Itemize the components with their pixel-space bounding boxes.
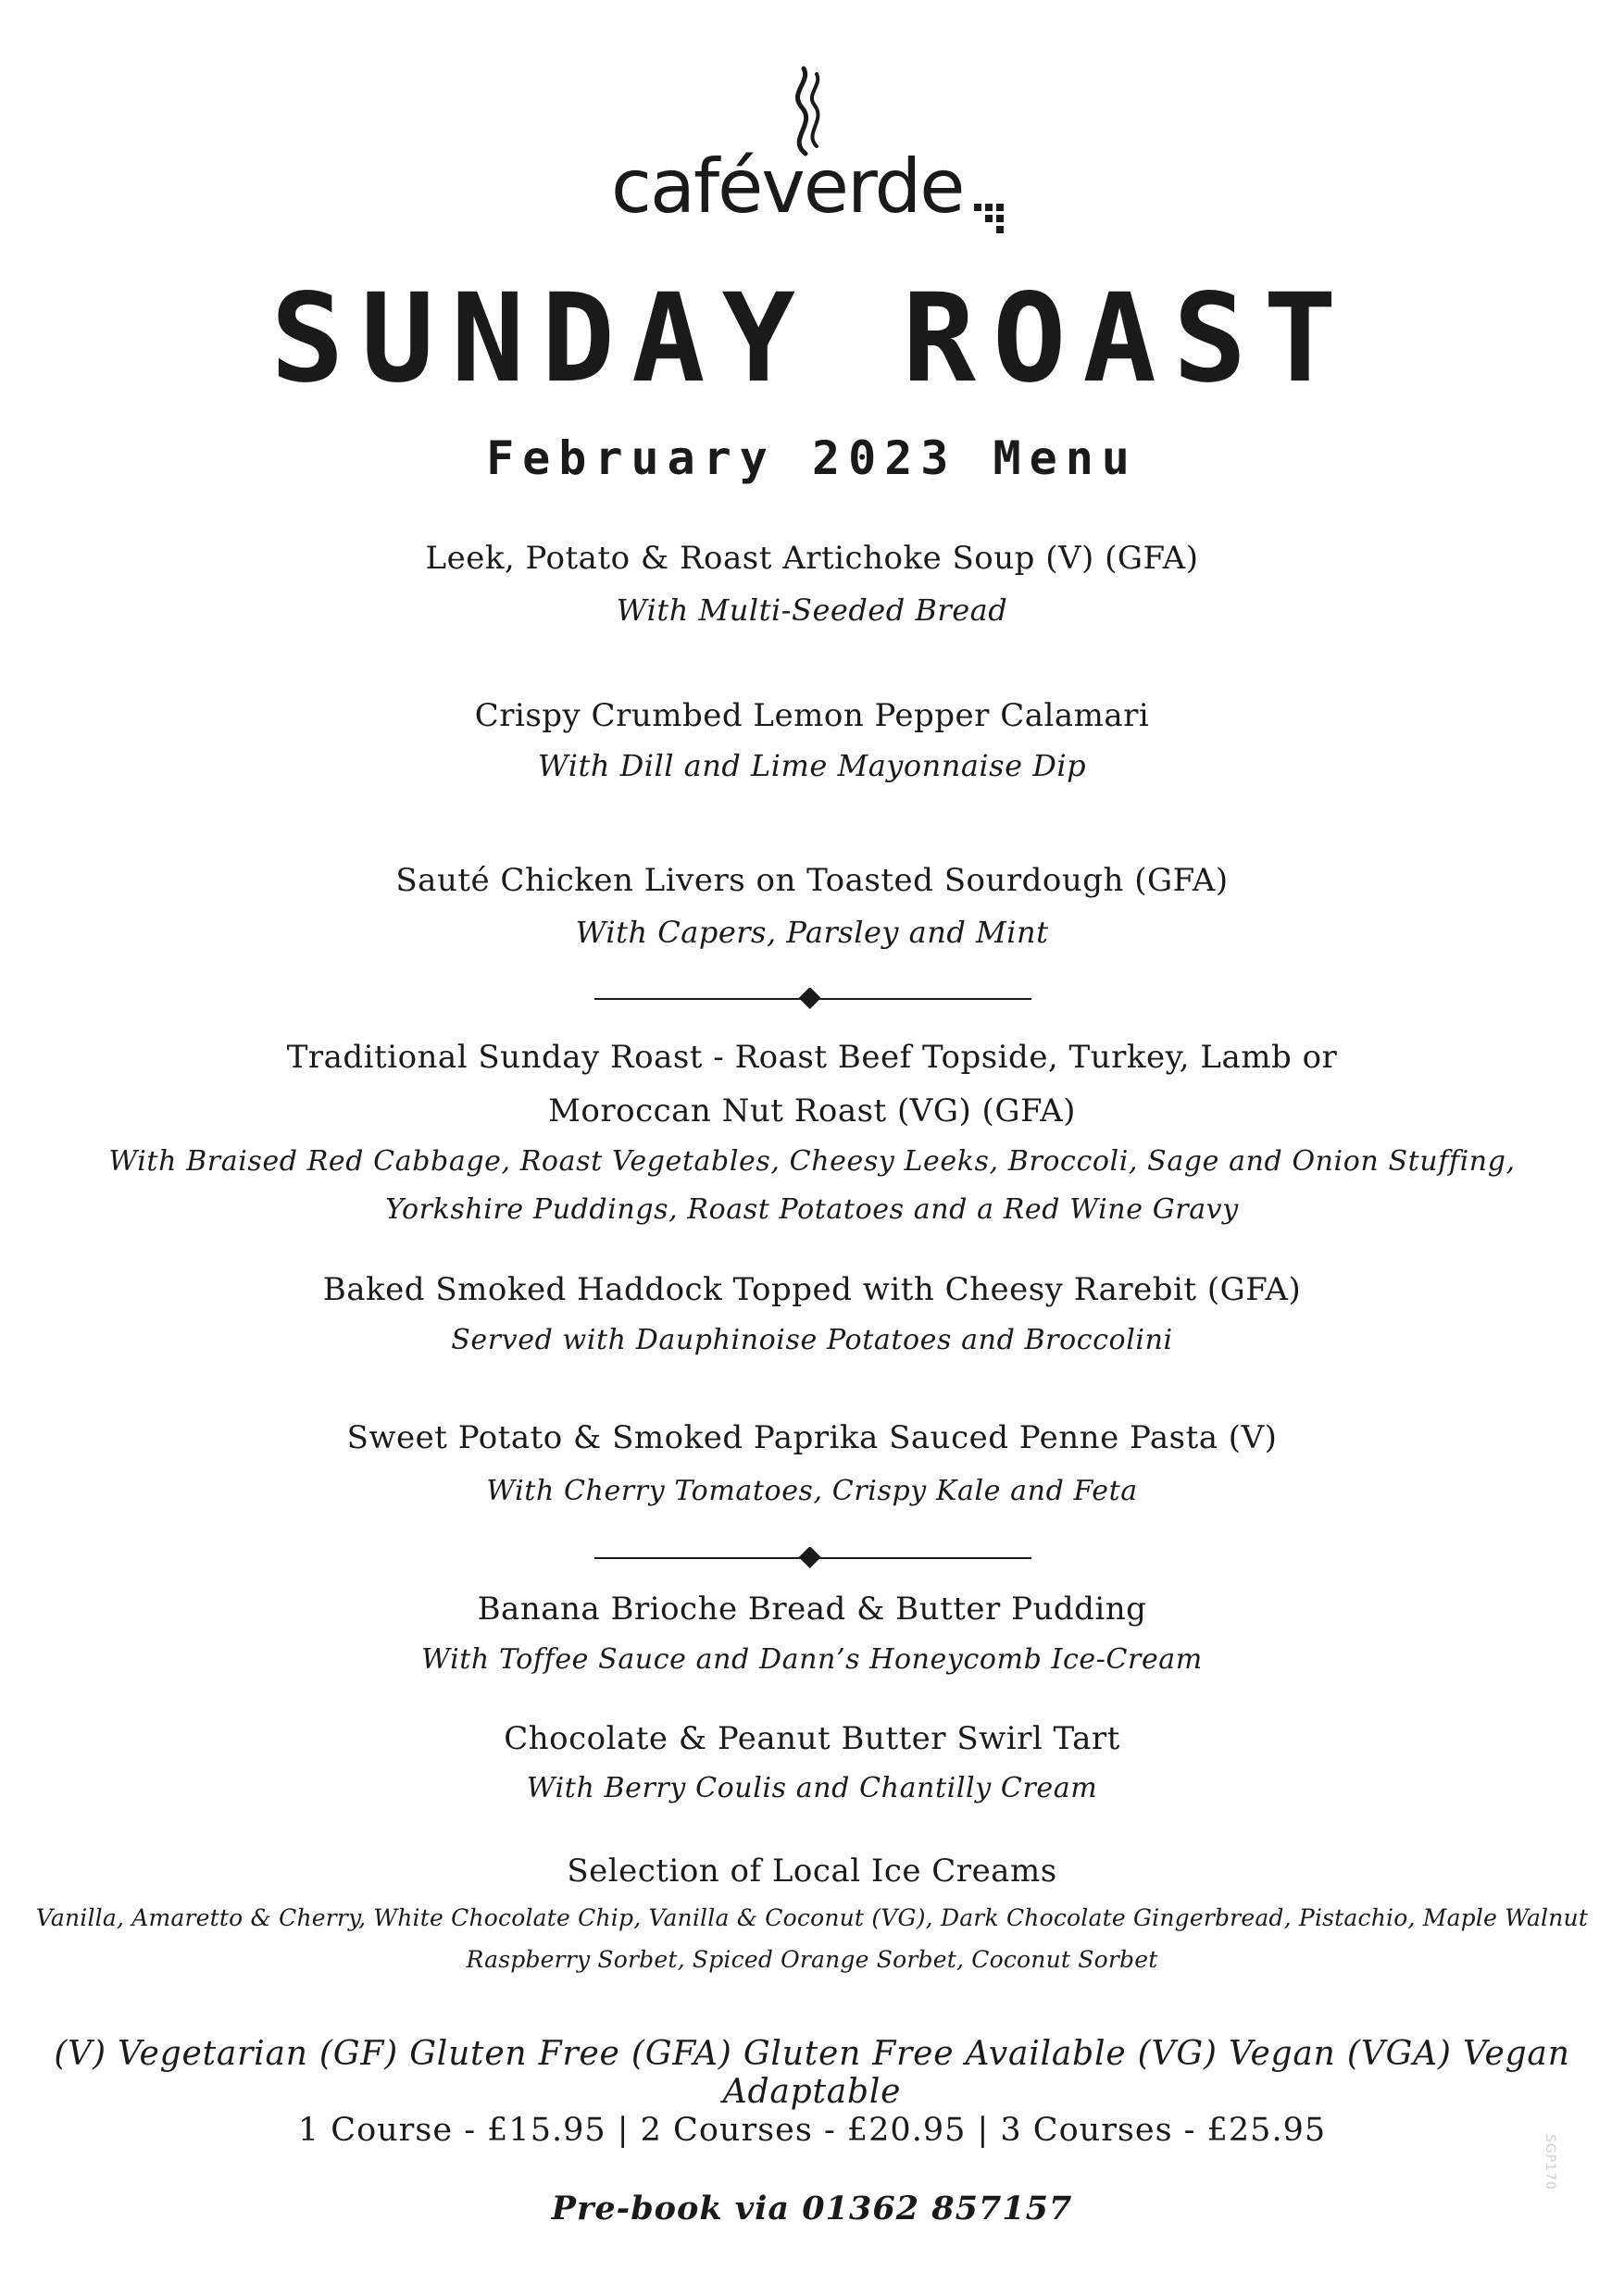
section-divider xyxy=(594,1547,1031,1569)
starter-1-desc: With Multi-Seeded Bread xyxy=(616,593,1008,628)
dessert-2-desc: With Berry Coulis and Chantilly Cream xyxy=(526,1772,1098,1804)
main-1-desc-line2: Yorkshire Puddings, Roast Potatoes and a Red Wine Gravy xyxy=(385,1193,1239,1226)
starter-3-name: Sauté Chicken Livers on Toasted Sourdough (GFA) xyxy=(395,862,1229,899)
logo-squares-icon xyxy=(974,204,1006,235)
prebook-phone: Pre-book via 01362 857157 xyxy=(551,2190,1073,2227)
course-prices: 1 Course - £15.95 | 2 Courses - £20.95 | 3 Courses - £25.95 xyxy=(297,2112,1327,2149)
dessert-3-name: Selection of Local Ice Creams xyxy=(567,1853,1057,1890)
main-2-name: Baked Smoked Haddock Topped with Cheesy Rarebit (GFA) xyxy=(322,1271,1302,1308)
dessert-1-desc: With Toffee Sauce and Dann’s Honeycomb Ice-Cream xyxy=(421,1643,1203,1676)
dessert-1-name: Banana Brioche Bread & Butter Pudding xyxy=(477,1591,1147,1628)
starter-2-desc: With Dill and Lime Mayonnaise Dip xyxy=(537,748,1087,783)
starter-3-desc: With Capers, Parsley and Mint xyxy=(575,915,1049,950)
main-1-desc-line1: With Braised Red Cabbage, Roast Vegetables, Cheesy Leeks, Broccoli, Sage and Onion Stuffing, xyxy=(108,1145,1516,1178)
section-divider xyxy=(594,988,1031,1010)
main-2-desc: Served with Dauphinoise Potatoes and Broccolini xyxy=(451,1324,1173,1356)
main-3-name: Sweet Potato & Smoked Paprika Sauced Penne Pasta (V) xyxy=(346,1419,1278,1456)
reference-code: SGP170 xyxy=(1543,2134,1557,2190)
dessert-2-name: Chocolate & Peanut Butter Swirl Tart xyxy=(504,1720,1120,1757)
main-1-name-line2: Moroccan Nut Roast (VG) (GFA) xyxy=(548,1092,1076,1129)
dessert-3-desc-line1: Vanilla, Amaretto & Cherry, White Chocolate Chip, Vanilla & Coconut (VG), Dark Chocolate Gingerbread, Pistachio, Maple Walnut xyxy=(35,1904,1589,1931)
page-title: SUNDAY ROAST xyxy=(270,268,1354,410)
menu-subtitle: February 2023 Menu xyxy=(486,431,1138,485)
main-1-name-line1: Traditional Sunday Roast - Roast Beef Topside, Turkey, Lamb or xyxy=(286,1039,1338,1076)
cafeverde-logo xyxy=(611,65,1018,231)
dessert-3-desc-line2: Raspberry Sorbet, Spiced Orange Sorbet, Coconut Sorbet xyxy=(466,1946,1158,1973)
main-3-desc: With Cherry Tomatoes, Crispy Kale and Feta xyxy=(486,1475,1138,1507)
dietary-legend: (V) Vegetarian (GF) Gluten Free (GFA) Gluten Free Available (VG) Vegan (VGA) Vegan Adaptable xyxy=(54,2035,1570,2111)
starter-2-name: Crispy Crumbed Lemon Pepper Calamari xyxy=(474,697,1150,734)
brand-name: caféverde xyxy=(611,144,964,230)
starter-1-name: Leek, Potato & Roast Artichoke Soup (V) (GFA) xyxy=(425,540,1199,577)
